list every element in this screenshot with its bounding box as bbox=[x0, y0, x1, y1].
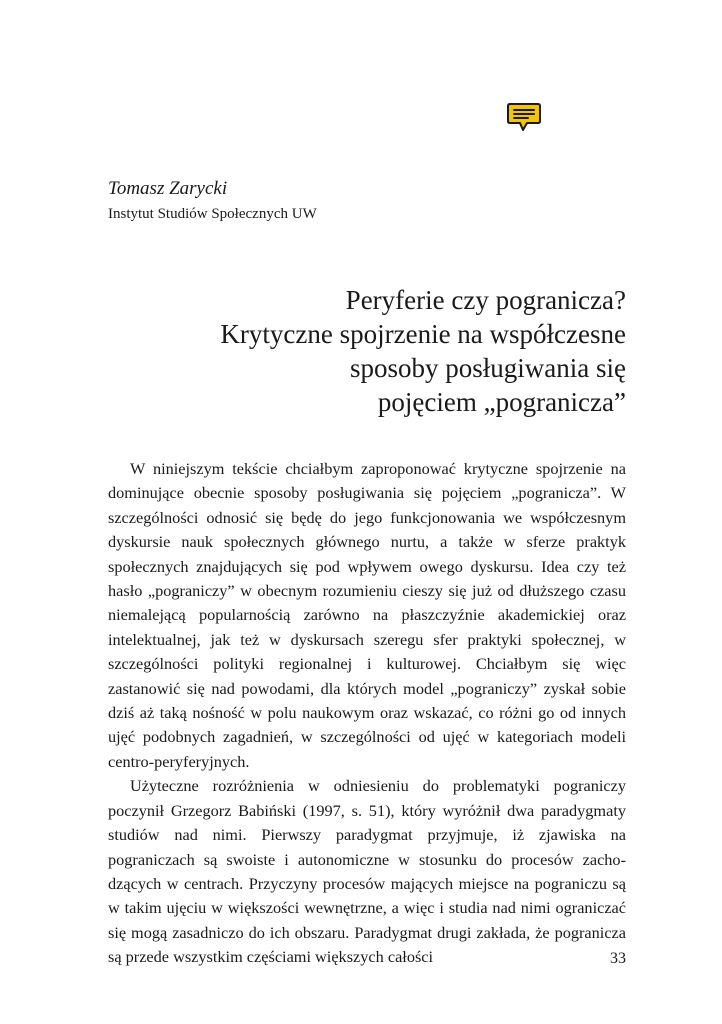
title-line: Peryferie czy pogranicza? bbox=[345, 285, 626, 315]
article-body bbox=[108, 457, 626, 970]
author-name: Tomasz Zarycki bbox=[108, 178, 228, 199]
title-line: Krytyczne spojrzenie na współczesne bbox=[220, 319, 626, 349]
comment-icon[interactable] bbox=[506, 101, 542, 135]
body-paragraph: W niniejszym tekście chciałbym zaproponować krytyczne spojrzenie na dominujące obecnie sposoby posługiwania się pojęciem „pogranicza”. W szczególności odnosić się będę do jego funkcjonowania we współczesnym dyskursie nauk społecznych głównego nurtu, a także w sferze praktyk społecznych znajdujących się pod wpływem owego dyskursu. Idea czy też hasło „pograniczy” w obecnym rozumieniu cieszy się już od dłuższego czasu niemalejącą popularnością zarówno na płaszczyźnie akademickiej oraz intelektualnej, jak też w dyskursach szeregu sfer praktyki społecznej, w szczególności polityki regionalnej i kulturowej. Chciałbym się więc zastanowić się nad powodami, dla których model „pograniczy” zyskał sobie dziś aż taką nośność w polu naukowym oraz wskazać, co różni go od innych ujęć podobnych zagadnień, w szczególności od ujęć w kategoriach modeli centro-peryferyjnych. bbox=[108, 459, 626, 771]
body-paragraph: Użyteczne rozróżnienia w odniesieniu do problematyki pograniczy poczynił Grzegorz Babiński (1997, s. 51), który wyróżnił dwa paradygmaty studiów nad nimi. Pierwszy paradygmat przyjmuje, iż zjawiska na pograniczach są swoiste i autonomiczne w stosunku do procesów zachodzących w centrach. Przyczyny procesów mających miejsce na pograniczu są w takim ujęciu w większości wewnętrzne, a więc i studia nad nimi ograniczać się mogą zasadniczo do ich obszaru. Paradygmat drugi zakłada, że pogranicza są przede wszystkim częściami większych całości bbox=[108, 776, 626, 967]
author-affiliation: Instytut Studiów Społecznych UW bbox=[108, 206, 317, 222]
page-number: 33 bbox=[610, 950, 626, 967]
article-title bbox=[106, 283, 626, 419]
title-line: pojęciem „pogranicza” bbox=[377, 387, 626, 417]
title-line: sposoby posługiwania się bbox=[350, 353, 626, 383]
speech-bubble-icon bbox=[506, 101, 542, 135]
